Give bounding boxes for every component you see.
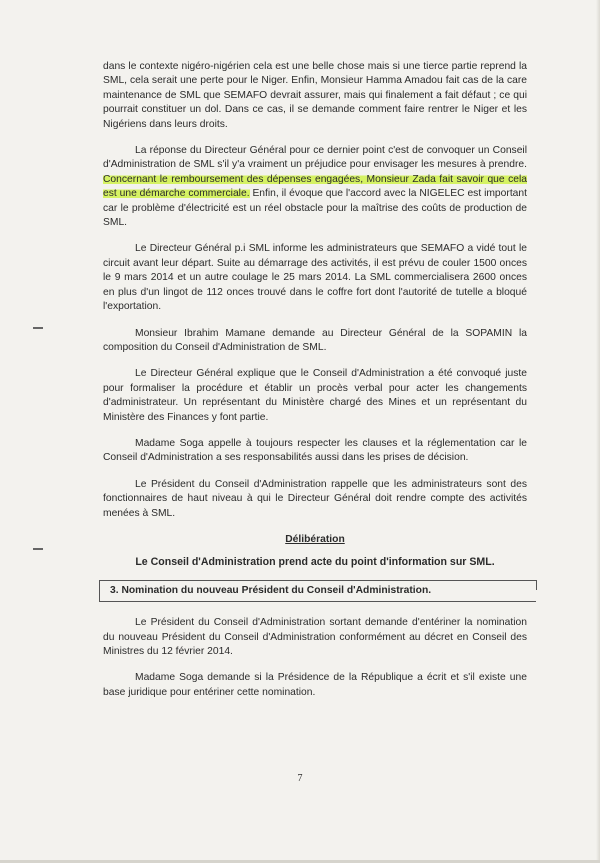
page-content xyxy=(103,60,527,712)
margin-dash-mark xyxy=(33,548,43,550)
paragraph-9: Madame Soga demande si la Présidence de la République a écrit et s'il existe une base juridique pour entériner cette nomination. xyxy=(103,672,527,698)
deliberation-heading: Délibération xyxy=(285,533,345,545)
paragraph-7: Le Président du Conseil d'Administration rappelle que les administrateurs sont des fonctionnaires de haut niveau à qui le Directeur Général doit rendre compte des activités menées à SML. xyxy=(103,478,527,519)
paragraph-5: Le Directeur Général explique que le Conseil d'Administration a été convoqué juste pour formaliser la procédure et établir un procès verbal pour acter les changements d'administrateur. Un représentant du Ministère chargé des Mines et un représentant du Ministère des Finances y font partie. xyxy=(103,368,527,423)
paragraph-1: dans le contexte nigéro-nigérien cela est une belle chose mais si une tierce partie reprend la SML, cela serait une perte pour le Niger. Enfin, Monsieur Hamma Amadou fait cas de la care maintenance de SML que SEMAFO devrait assurer, mais qui finalement a fait défaut ; ce qui pourrait constituer un dol. Dans ce cas, il se demande comment faire rentrer le Niger et les Nigériens dans leurs droits. xyxy=(103,61,527,130)
paragraph-2 xyxy=(103,144,527,230)
paragraph-4: Monsieur Ibrahim Mamane demande au Directeur Général de la SOPAMIN la composition du Conseil d'Administration de SML. xyxy=(103,327,527,353)
deliberation-text: Le Conseil d'Administration prend acte du point d'information sur SML. xyxy=(135,556,495,569)
section-3-heading: 3. Nomination du nouveau Président du Conseil d'Administration. xyxy=(99,580,536,602)
paragraph-2-text-a: La réponse du Directeur Général pour ce dernier point c'est de convoquer un Conseil d'Administration de SML s'il y'a vraiment un préjudice pour envisager les mesures à prendre. xyxy=(103,145,527,171)
page-number: 7 xyxy=(297,773,303,784)
paragraph-3: Le Directeur Général p.i SML informe les administrateurs que SEMAFO a vidé tout le circuit avant leur départ. Suite au démarrage des activités, il est prévu de couler 1500 onces le 9 mars 2014 et un autre coulage le 25 mars 2014. La SML commercialisera 2600 onces en plus d'un lingot de 112 onces trouvé dans le coffre fort dont l'autorité de tutelle a bloqué l'exportation. xyxy=(103,243,527,313)
scan-edge-shadow xyxy=(596,0,600,863)
paragraph-2-text-b: Enfin, il évoque que l'accord avec la NIGELEC est important car le problème d'électricité est un réel obstacle pour la maîtrise des coûts de production de SML. xyxy=(103,188,527,229)
paragraph-8: Le Président du Conseil d'Administration sortant demande d'entériner la nomination du nouveau Président du Conseil d'Administration conformément au décret en Conseil des Ministres du 12 février 2014. xyxy=(103,617,527,657)
margin-dash-mark xyxy=(33,327,43,329)
highlighted-sentence: Concernant le remboursement des dépenses engagées, Monsieur Zada fait savoir que cela est une démarche commerciale. xyxy=(103,173,527,200)
paragraph-6: Madame Soga appelle à toujours respecter les clauses et la réglementation car le Conseil d'Administration a ses responsabilités aussi dans les prises de décision. xyxy=(103,437,527,464)
